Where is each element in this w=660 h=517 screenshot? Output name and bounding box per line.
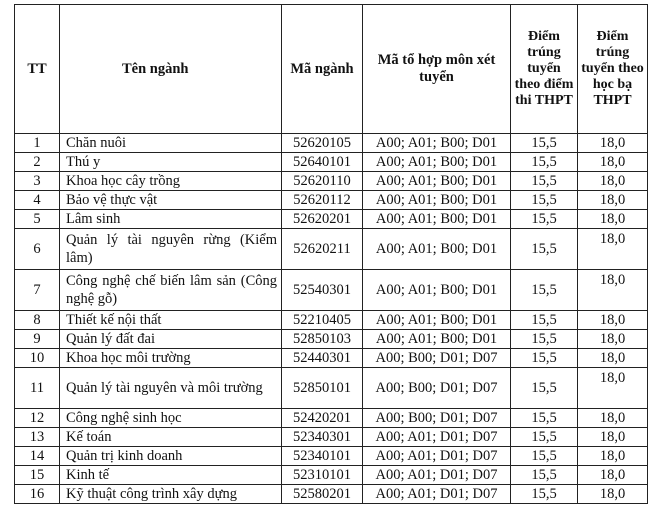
cell-code: 52540301 [282, 270, 363, 311]
cell-exam: 15,5 [511, 153, 578, 172]
cell-record: 18,0 [578, 330, 648, 349]
cell-exam: 15,5 [511, 172, 578, 191]
cell-code: 52850103 [282, 330, 363, 349]
cell-record: 18,0 [578, 428, 648, 447]
cell-stt: 15 [15, 466, 60, 485]
cell-exam: 15,5 [511, 368, 578, 409]
cell-code: 52850101 [282, 368, 363, 409]
cell-combo: A00; A01; B00; D01 [363, 311, 511, 330]
cell-stt: 11 [15, 368, 60, 409]
table-row [15, 349, 648, 368]
cell-exam: 15,5 [511, 409, 578, 428]
cell-record: 18,0 [578, 409, 648, 428]
cell-name: Kinh tế [60, 466, 282, 485]
cell-combo: A00; A01; B00; D01 [363, 134, 511, 153]
cell-exam: 15,5 [511, 191, 578, 210]
cell-code: 52440301 [282, 349, 363, 368]
table-row [15, 134, 648, 153]
table-row [15, 210, 648, 229]
cell-name: Thiết kế nội thất [60, 311, 282, 330]
header-score-exam: Điểm trúng tuyển theo điểm thi THPT [511, 5, 578, 134]
cell-exam: 15,5 [511, 330, 578, 349]
cell-code: 52620201 [282, 210, 363, 229]
cell-stt: 9 [15, 330, 60, 349]
cell-code: 52620110 [282, 172, 363, 191]
header-row [15, 5, 648, 134]
cell-exam: 15,5 [511, 349, 578, 368]
header-score-record: Điểm trúng tuyển theo học bạ THPT [578, 5, 648, 134]
table-row [15, 153, 648, 172]
cell-combo: A00; A01; B00; D01 [363, 172, 511, 191]
cell-record: 18,0 [578, 368, 648, 409]
cell-exam: 15,5 [511, 466, 578, 485]
cell-code: 52340301 [282, 428, 363, 447]
cell-combo: A00; A01; D01; D07 [363, 485, 511, 504]
cell-combo: A00; A01; B00; D01 [363, 229, 511, 270]
cell-exam: 15,5 [511, 229, 578, 270]
cell-record: 18,0 [578, 172, 648, 191]
cell-code: 52640101 [282, 153, 363, 172]
cell-stt: 13 [15, 428, 60, 447]
cell-name: Công nghệ sinh học [60, 409, 282, 428]
cell-record: 18,0 [578, 134, 648, 153]
cell-record: 18,0 [578, 229, 648, 270]
cell-stt: 2 [15, 153, 60, 172]
header-name: Tên ngành [60, 5, 282, 134]
cell-combo: A00; A01; D01; D07 [363, 466, 511, 485]
cell-record: 18,0 [578, 153, 648, 172]
table-row [15, 270, 648, 311]
cell-stt: 16 [15, 485, 60, 504]
cell-record: 18,0 [578, 485, 648, 504]
cell-name: Quản trị kinh doanh [60, 447, 282, 466]
cell-name: Thú y [60, 153, 282, 172]
cell-name: Quản lý đất đai [60, 330, 282, 349]
cell-combo: A00; B00; D01; D07 [363, 409, 511, 428]
cell-combo: A00; B00; D01; D07 [363, 349, 511, 368]
cell-stt: 5 [15, 210, 60, 229]
table-row [15, 428, 648, 447]
cell-record: 18,0 [578, 270, 648, 311]
cell-name: Khoa học cây trồng [60, 172, 282, 191]
cell-record: 18,0 [578, 191, 648, 210]
cell-combo: A00; A01; D01; D07 [363, 428, 511, 447]
cell-name: Chăn nuôi [60, 134, 282, 153]
table-row [15, 485, 648, 504]
header-stt: TT [15, 5, 60, 134]
cell-code: 52340101 [282, 447, 363, 466]
cell-record: 18,0 [578, 210, 648, 229]
cell-exam: 15,5 [511, 447, 578, 466]
cell-exam: 15,5 [511, 311, 578, 330]
table-row [15, 229, 648, 270]
table-row [15, 191, 648, 210]
header-code: Mã ngành [282, 5, 363, 134]
cell-name: Quản lý tài nguyên và môi trường [60, 368, 282, 409]
cell-exam: 15,5 [511, 428, 578, 447]
cell-code: 52620211 [282, 229, 363, 270]
table-row [15, 447, 648, 466]
cell-name: Quản lý tài nguyên rừng (Kiểm lâm) [60, 229, 282, 270]
table-row [15, 311, 648, 330]
table-row [15, 466, 648, 485]
admission-scores-table [14, 4, 648, 504]
cell-stt: 3 [15, 172, 60, 191]
cell-stt: 12 [15, 409, 60, 428]
cell-code: 52420201 [282, 409, 363, 428]
cell-code: 52210405 [282, 311, 363, 330]
cell-exam: 15,5 [511, 270, 578, 311]
cell-stt: 6 [15, 229, 60, 270]
cell-name: Công nghệ chế biến lâm sản (Công nghệ gỗ) [60, 270, 282, 311]
cell-record: 18,0 [578, 466, 648, 485]
cell-record: 18,0 [578, 311, 648, 330]
table-row [15, 172, 648, 191]
cell-combo: A00; A01; B00; D01 [363, 210, 511, 229]
cell-exam: 15,5 [511, 134, 578, 153]
table-row [15, 368, 648, 409]
cell-stt: 10 [15, 349, 60, 368]
cell-name: Bảo vệ thực vật [60, 191, 282, 210]
cell-stt: 7 [15, 270, 60, 311]
cell-code: 52310101 [282, 466, 363, 485]
cell-name: Lâm sinh [60, 210, 282, 229]
cell-code: 52620105 [282, 134, 363, 153]
cell-record: 18,0 [578, 349, 648, 368]
cell-record: 18,0 [578, 447, 648, 466]
cell-name: Kỹ thuật công trình xây dựng [60, 485, 282, 504]
cell-combo: A00; B00; D01; D07 [363, 368, 511, 409]
cell-combo: A00; A01; D01; D07 [363, 447, 511, 466]
cell-stt: 14 [15, 447, 60, 466]
header-combo: Mã tổ hợp môn xét tuyển [363, 5, 511, 134]
cell-combo: A00; A01; B00; D01 [363, 330, 511, 349]
cell-exam: 15,5 [511, 210, 578, 229]
table-row [15, 330, 648, 349]
cell-stt: 4 [15, 191, 60, 210]
cell-name: Khoa học môi trường [60, 349, 282, 368]
cell-stt: 1 [15, 134, 60, 153]
cell-code: 52620112 [282, 191, 363, 210]
cell-combo: A00; A01; B00; D01 [363, 191, 511, 210]
cell-combo: A00; A01; B00; D01 [363, 270, 511, 311]
cell-name: Kế toán [60, 428, 282, 447]
cell-combo: A00; A01; B00; D01 [363, 153, 511, 172]
table-row [15, 409, 648, 428]
cell-exam: 15,5 [511, 485, 578, 504]
cell-code: 52580201 [282, 485, 363, 504]
cell-stt: 8 [15, 311, 60, 330]
